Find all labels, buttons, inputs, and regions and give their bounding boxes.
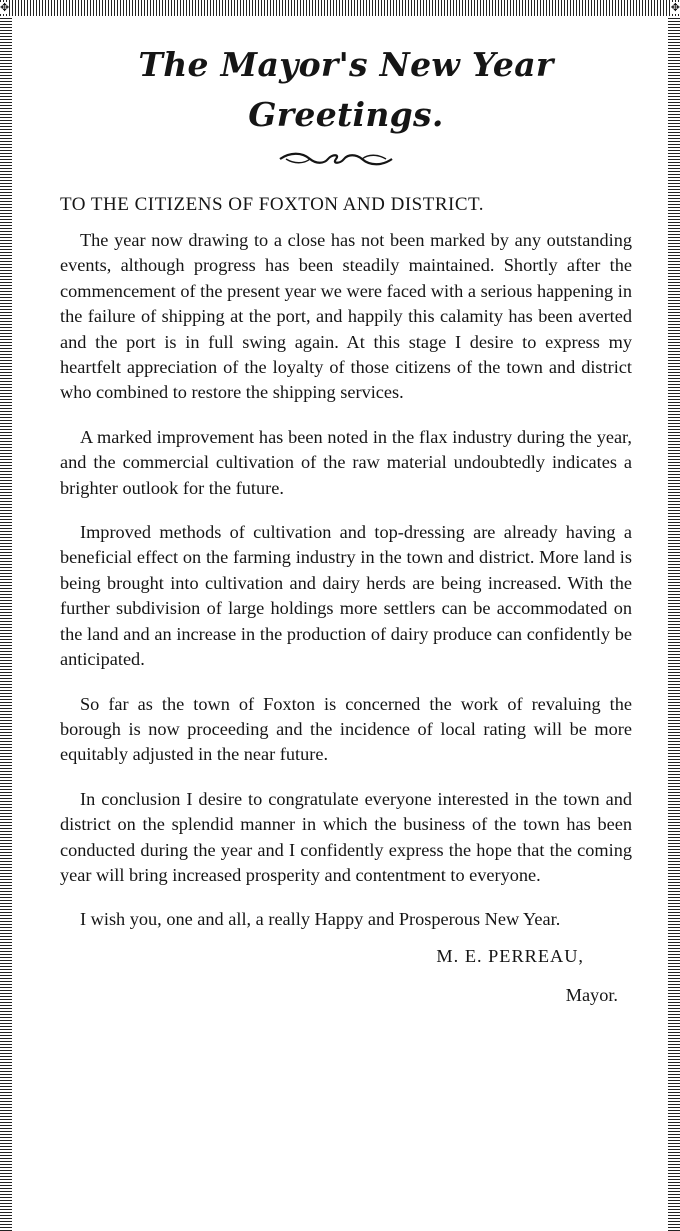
- article-title: The Mayor's New Year Greetings.: [138, 45, 554, 134]
- paragraph: A marked improvement has been noted in the flax industry during the year, and the commercial cultivation of the raw material undoubtedly indicates a brighter outlook for the future.: [60, 426, 632, 498]
- corner-ornament-icon: ✥: [0, 1, 10, 14]
- corner-ornament-icon: ✥: [670, 1, 680, 14]
- right-border: [668, 16, 680, 1231]
- flourish-ornament-icon: [276, 150, 396, 168]
- signature-title: Mayor.: [565, 984, 618, 1005]
- paragraph: The year now drawing to a close has not been marked by any outstanding events, although progress has been steadily maintained. Shortly after the commencement of the present year we were faced with a serious happening in the failure of shipping at the port, and happily this calamity has been averted and the port is in full swing again. At this stage I desire to express my heartfelt appreciation of the loyalty of those citizens of the town and district who combined to restore the shipping services.: [60, 230, 632, 403]
- paragraph: Improved methods of cultivation and top-dressing are already having a beneficial effect on the farming industry in the town and district. More land is being brought into cultivation and dairy herds are being increased. With the further subdivision of large holdings more settlers can be accommodated on the land and an increase in the production of dairy produce can confidently be anticipated.: [60, 522, 632, 670]
- salutation: TO THE CITIZENS OF FOXTON AND DISTRICT.: [60, 194, 484, 215]
- top-border: [0, 0, 680, 16]
- left-border: [0, 16, 12, 1231]
- paragraph: I wish you, one and all, a really Happy and Prosperous New Year.: [80, 909, 561, 930]
- signature-name: M. E. PERREAU,: [436, 945, 584, 966]
- article: [40, 40, 632, 1007]
- paragraph: So far as the town of Foxton is concerned the work of revaluing the borough is now proceeding and the incidence of local rating will be more equitably adjusted in the near future.: [60, 693, 632, 765]
- paragraph: In conclusion I desire to congratulate everyone interested in the town and district on the splendid manner in which the business of the town has been conducted during the year and I confidently express the hope that the coming year will bring increased prosperity and contentment to everyone.: [60, 788, 632, 885]
